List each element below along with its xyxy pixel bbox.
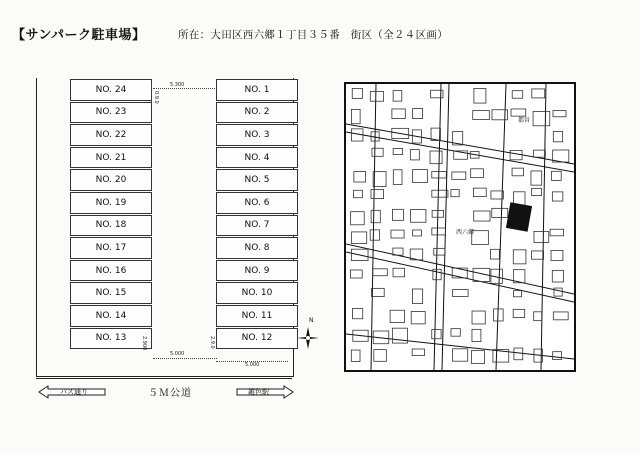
road-right-arrow	[236, 385, 294, 399]
parking-stall-right-7: NO. 7	[216, 215, 298, 237]
road-left-arrow	[38, 385, 106, 399]
parking-stall-left-7: NO. 18	[70, 215, 152, 237]
parking-stall-left-8: NO. 17	[70, 237, 152, 259]
dimension-line-bottom	[153, 358, 217, 359]
parking-stall-right-5: NO. 5	[216, 169, 298, 191]
parking-stall-left-4: NO. 21	[70, 147, 152, 169]
parking-stall-right-6: NO. 6	[216, 192, 298, 214]
parking-stall-left-2: NO. 23	[70, 102, 152, 124]
page-title: 【サンパーク駐車場】	[12, 28, 146, 43]
parking-stall-right-2: NO. 2	[216, 102, 298, 124]
compass-north-label: N	[309, 317, 314, 324]
parking-stall-left-10: NO. 15	[70, 282, 152, 304]
parking-stall-right-1: NO. 1	[216, 79, 298, 101]
parking-stall-right-12: NO. 12	[216, 328, 298, 350]
parking-stall-left-3: NO. 22	[70, 124, 152, 146]
dimension-line-top	[153, 88, 217, 89]
road-right-arrow-label: 雑色駅	[248, 388, 269, 396]
parking-stall-left-11: NO. 14	[70, 305, 152, 327]
parking-stall-right-8: NO. 8	[216, 237, 298, 259]
dimension-depth-bottom-left: 2.900	[141, 336, 147, 351]
parking-stall-left-5: NO. 20	[70, 169, 152, 191]
location-map	[344, 82, 576, 372]
dimension-depth-bottom-mid: 2.9.0	[209, 336, 215, 349]
address-text: 所在：大田区西六郷１丁目３５番 街区（全２４区画）	[178, 29, 448, 41]
parking-stall-right-10: NO. 10	[216, 282, 298, 304]
parking-stall-right-4: NO. 4	[216, 147, 298, 169]
parking-stall-right-3: NO. 3	[216, 124, 298, 146]
parking-stall-left-9: NO. 16	[70, 260, 152, 282]
dimension-bottom-width: 5.000	[170, 351, 185, 357]
parking-stall-left-6: NO. 19	[70, 192, 152, 214]
map-block-label: 西六郷	[456, 229, 475, 236]
road-label: ５Ｍ公道	[148, 388, 192, 399]
dimension-top-width: 5.300	[170, 82, 185, 88]
map-top-label: 都営	[518, 117, 531, 124]
road-left-arrow-label: バス通り	[60, 388, 88, 396]
parking-stall-left-1: NO. 24	[70, 79, 152, 101]
parking-stall-right-9: NO. 9	[216, 260, 298, 282]
dimension-depth-top: 0.9.0	[153, 91, 159, 104]
parking-stall-left-12: NO. 13	[70, 328, 152, 350]
parking-stall-right-11: NO. 11	[216, 305, 298, 327]
road-divider-line	[36, 378, 292, 379]
dimension-bottom-width-2: 5.000	[245, 362, 260, 368]
dimension-vline-top	[151, 84, 152, 106]
north-compass-icon	[295, 317, 321, 355]
